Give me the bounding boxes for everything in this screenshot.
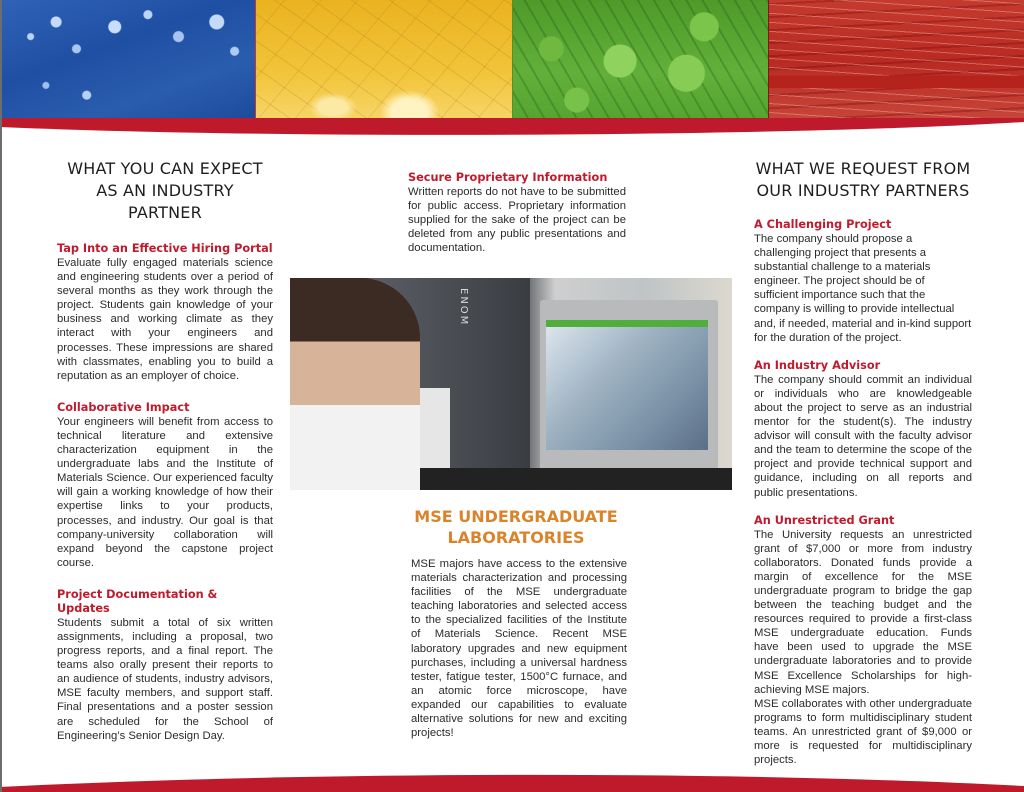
instrument-label: ENOM: [458, 288, 469, 327]
section-title: A Challenging Project: [754, 218, 892, 231]
section-body: Your engineers will benefit from access to technical literature and extensive characterization equipment in the undergraduate labs and the Institute of Materials Science. Our experienced faculty will gain a working knowledge of how their expertise links to your products, processes, and industry. Our goal is that company-university collaboration will expand beyond the capstone project course.: [57, 415, 273, 569]
section-title: Project Documentation & Updates: [57, 587, 218, 615]
section-title: An Unrestricted Grant: [754, 513, 895, 527]
right-column-heading: [754, 158, 972, 202]
section-project-documentation: [57, 588, 273, 743]
section-body: The University requests an unrestricted grant of $7,000 or more from industry collaborators. Donated funds provide a margin of excellence for the MSE undergraduate program to bridge the gap between the teaching budget and the resources required to provide a first-class MSE undergraduate education. Funds have been used to upgrade the MSE undergraduate laboratories and to provide MSE Excellence Scholarships for high-achieving MSE majors.: [754, 528, 972, 696]
labs-title: [400, 506, 632, 548]
banner-image-red-micrograph: [768, 0, 1024, 122]
left-column: [57, 158, 273, 757]
middle-column: [408, 171, 626, 269]
section-body-continued: MSE collaborates with other undergraduate programs to form multidisciplinary student teams. An unrestricted grant of $9,000 or more is requested for multidisciplinary projects.: [754, 697, 972, 767]
banner-image-blue-micrograph: [0, 0, 255, 122]
section-challenging-project: [754, 218, 972, 345]
desk: [420, 468, 732, 490]
labs-title-line-2: LABORATORIES: [447, 528, 585, 547]
section-title: Secure Proprietary Information: [408, 171, 608, 184]
labs-title-line-1: MSE UNDERGRADUATE: [414, 507, 618, 526]
section-collaborative-impact: [57, 401, 273, 570]
section-title: Collaborative Impact: [57, 400, 190, 414]
section-body: Written reports do not have to be submitted for public access. Proprietary information supplied for the sake of the project can be deleted from any public presentations and documentation.: [408, 186, 626, 255]
right-column: [754, 158, 972, 781]
header-banner: [0, 0, 1024, 122]
labs-section: [411, 557, 627, 740]
heading-line-1: WHAT WE REQUEST FROM: [755, 159, 971, 178]
screen-toolbar: [546, 320, 708, 327]
section-secure-proprietary: [408, 171, 626, 255]
heading-line-2: OUR INDUSTRY PARTNERS: [756, 181, 970, 200]
section-title: Tap Into an Effective Hiring Portal: [57, 242, 273, 255]
student: [290, 278, 420, 490]
lab-photo: [290, 278, 732, 490]
banner-image-yellow-micrograph: [255, 0, 511, 122]
banner-image-green-micrograph: [512, 0, 768, 122]
footer-swoosh-decoration: [0, 770, 1024, 792]
section-title: An Industry Advisor: [754, 358, 881, 372]
page-edge: [0, 0, 2, 792]
section-hiring-portal: [57, 242, 273, 383]
section-body: Students submit a total of six written assignments, including a proposal, two progress reports, and a final report. The teams also orally present their reports to an audience of students, industry advisors, MSE faculty members, and support staff. Final presentations and a poster session are scheduled for the School of Engineering’s Senior Design Day.: [57, 616, 273, 742]
section-unrestricted-grant: [754, 514, 972, 768]
section-industry-advisor: [754, 359, 972, 500]
heading-line-2: AS AN INDUSTRY PARTNER: [96, 181, 234, 222]
monitor-screen: [546, 320, 708, 450]
section-body: Evaluate fully engaged materials science and engineering students over a period of several months as they work through the project. Students gain knowledge of your business and working climate as they interact with your engineers and processes. These impressions are shared with classmates, enabling you to build a reputation as an employer of choice.: [57, 257, 273, 382]
header-swoosh-decoration: [0, 118, 1024, 148]
section-body: The company should commit an individual or individuals who are knowledgeable about the project to serve as an industrial mentor for the student(s). The industry advisor will consult with the faculty advisor and the team to determine the scope of the project and provide technical support and guidance, including on all reports and public presentations.: [754, 373, 972, 499]
heading-line-1: WHAT YOU CAN EXPECT: [67, 159, 263, 178]
section-body: The company should propose a challenging project that presents a substantial challenge to a materials engineer. The project should be of sufficient importance such that the company is willing to provide intellectual and, if needed, material and in-kind support for the duration of the project.: [754, 233, 972, 344]
labs-body: MSE majors have access to the extensive materials characterization and processing facilities of the MSE undergraduate teaching laboratories and selected access to the specialized facilities of the Institute of Materials Science. Recent MSE laboratory upgrades and new equipment purchases, including a universal hardness tester, fatigue tester, 1500°C furnace, and an atomic force microscope, have expanded our capabilities to evaluate alternative solutions for new and exciting projects!: [411, 558, 627, 740]
left-column-heading: [57, 158, 273, 224]
